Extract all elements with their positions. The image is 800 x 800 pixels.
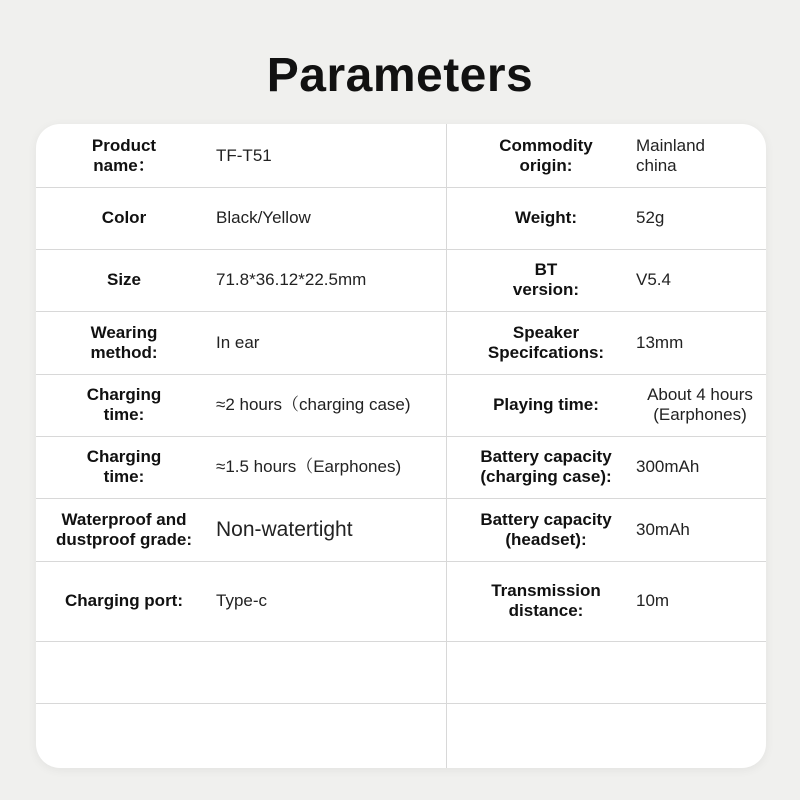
param-value: 30mAh <box>636 519 690 539</box>
param-value: Mainland china <box>636 135 705 175</box>
param-value: About 4 hours (Earphones) <box>647 385 753 424</box>
param-value: TF-T51 <box>216 145 272 165</box>
table-row <box>36 311 766 375</box>
param-value: Black/Yellow <box>216 208 311 227</box>
param-value: In ear <box>216 332 260 352</box>
param-label: Wearing method: <box>90 322 158 362</box>
param-value: 300mAh <box>636 457 700 476</box>
param-label: BT version: <box>512 260 580 299</box>
table-row <box>36 641 766 704</box>
param-label: Commodity origin: <box>499 135 593 175</box>
param-value: ≈1.5 hours（Earphones) <box>216 457 402 476</box>
param-value: Type-c <box>216 591 268 610</box>
table-row <box>36 249 766 312</box>
parameters-table <box>36 124 766 768</box>
param-label: Playing time: <box>493 395 599 414</box>
param-label: Speaker Specifcations: <box>487 322 605 362</box>
param-label: Weight: <box>514 208 577 227</box>
param-value <box>636 641 764 703</box>
param-label: Color <box>101 208 147 227</box>
table-row <box>36 187 766 250</box>
param-value: 13mm <box>636 332 684 352</box>
param-value: 52g <box>636 208 665 227</box>
table-row <box>36 436 766 499</box>
param-value: V5.4 <box>636 270 671 289</box>
page-title: Parameters <box>266 49 534 102</box>
param-label <box>44 641 204 703</box>
param-label: Charging time: <box>86 447 162 486</box>
param-label: Transmission distance: <box>491 581 601 620</box>
param-value: ≈2 hours（charging case) <box>216 395 411 414</box>
param-label: Product name： <box>91 135 157 175</box>
param-label: Charging time: <box>86 385 162 424</box>
table-row <box>36 124 766 188</box>
param-value: Non-watertight <box>216 517 353 541</box>
param-value <box>636 703 764 768</box>
param-value <box>216 641 444 703</box>
param-label: Charging port: <box>64 591 184 610</box>
table-row <box>36 561 766 642</box>
param-label: Battery capacity (charging case): <box>480 447 612 486</box>
param-label: Battery capacity (headset): <box>480 509 612 549</box>
param-label <box>456 703 636 768</box>
table-row <box>36 703 766 768</box>
param-value: 10m <box>636 591 670 610</box>
param-value <box>216 703 444 768</box>
param-label <box>456 641 636 703</box>
param-label: Waterproof and dustproof grade: <box>56 509 192 549</box>
param-label <box>44 703 204 768</box>
param-value: 71.8*36.12*22.5mm <box>216 270 367 289</box>
table-row <box>36 374 766 437</box>
param-label: Size <box>106 270 142 289</box>
table-row <box>36 498 766 562</box>
